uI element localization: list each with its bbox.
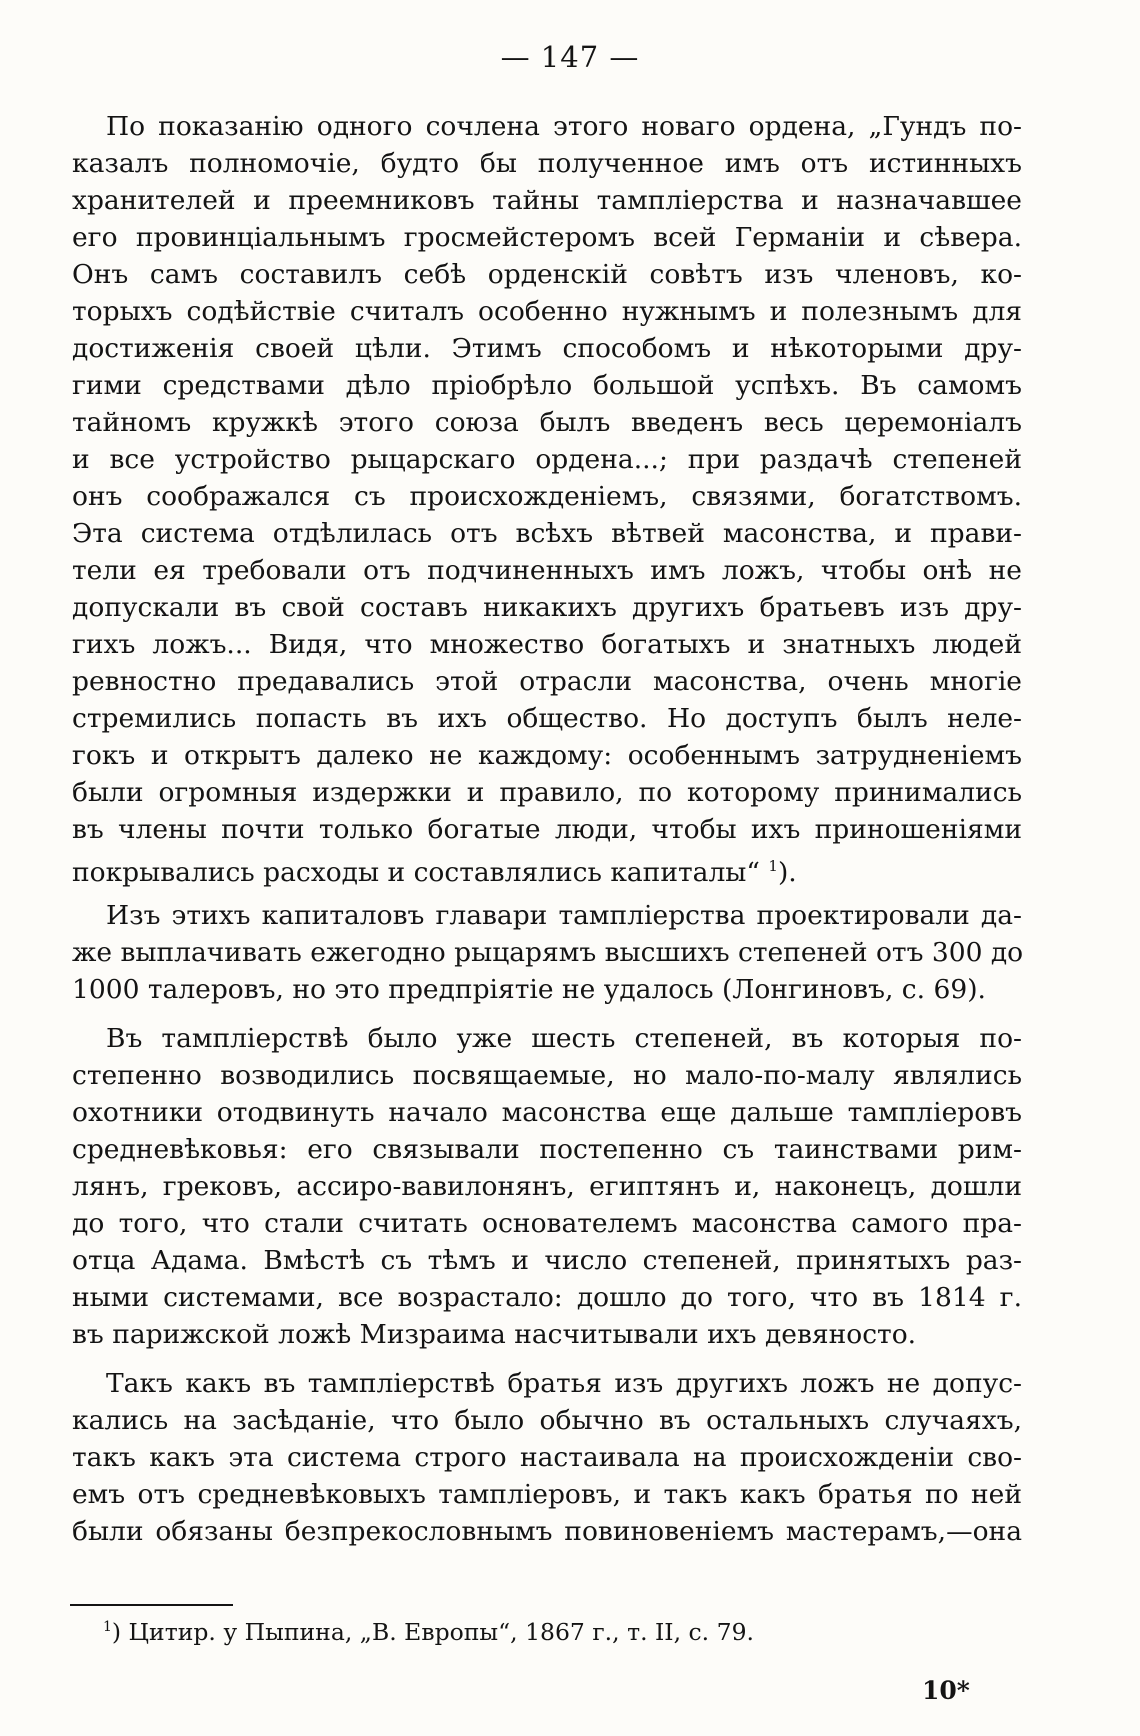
text-line: казалъ полномочіе, будто бы полученное имъ отъ истинныхъ bbox=[72, 148, 1022, 179]
text-line: кались на засѣданіе, что было обычно въ остальныхъ случаяхъ, bbox=[72, 1405, 1022, 1436]
text-line: ревностно предавались этой отрасли масонства, очень многіе bbox=[72, 666, 1022, 697]
text-line: средневѣковья: его связывали постепенно съ таинствами рим- bbox=[72, 1134, 1022, 1165]
text-line: степенно возводились посвящаемые, но мало-по-малу являлись bbox=[72, 1060, 1022, 1091]
text-line: въ парижской ложѣ Мизраима насчитывали ихъ девяносто. bbox=[72, 1319, 917, 1350]
text-line: 1000 талеровъ, но это предпріятіе не удалось (Лонгиновъ, с. 69). bbox=[72, 974, 986, 1005]
text-line: стремились попасть въ ихъ общество. Но доступъ былъ нелe- bbox=[72, 703, 1022, 734]
text-line: отца Адама. Вмѣстѣ съ тѣмъ и число степеней, принятыхъ раз- bbox=[72, 1245, 1022, 1276]
text-line: Такъ какъ въ тампліерствѣ братья изъ другихъ ложъ не допус- bbox=[106, 1368, 1022, 1399]
text-line: По показанію одного сочлена этого новаго ордена, „Гундъ по- bbox=[106, 111, 1022, 142]
footnote-reference[interactable]: 1 bbox=[768, 857, 778, 875]
text-line: его провинціальнымъ гросмейстеромъ всей Германіи и сѣвера. bbox=[72, 222, 1022, 253]
text-line: были обязаны безпрекословнымъ повиновеніемъ мастерамъ,—она bbox=[72, 1516, 1022, 1547]
text-line: Эта система отдѣлилась отъ всѣхъ вѣтвей масонства, и прави- bbox=[72, 518, 1022, 549]
text-line: до того, что стали считать основателемъ масонства самого пра- bbox=[72, 1208, 1022, 1239]
text-line bbox=[72, 848, 1022, 888]
text-line: онъ соображался съ происхожденіемъ, связями, богатствомъ. bbox=[72, 481, 1022, 512]
text-line: Онъ самъ составилъ себѣ орденскій совѣтъ изъ членовъ, ко- bbox=[72, 259, 1022, 290]
text-line-segment: покрывались расходы и составлялись капиталы“ bbox=[72, 856, 760, 888]
footnote bbox=[103, 1618, 754, 1646]
text-line: торыхъ содѣйствіе считалъ особенно нужнымъ и полезнымъ для bbox=[72, 296, 1022, 327]
text-line: ными системами, все возрастало: дошло до того, что въ 1814 г. bbox=[72, 1282, 1022, 1313]
text-line: Изъ этихъ капиталовъ главари тампліерства проектировали да- bbox=[106, 900, 1022, 931]
body-text bbox=[72, 108, 1022, 1550]
footnote-text: ) Цитир. у Пыпина, „В. Европы“, 1867 г., т. II, с. 79. bbox=[111, 1618, 754, 1646]
text-line: тели ея требовали отъ подчиненныхъ имъ ложъ, чтобы онѣ не bbox=[72, 555, 1022, 586]
text-line: емъ отъ средневѣковыхъ тампліеровъ, и такъ какъ братья по ней bbox=[72, 1479, 1022, 1510]
text-line: достиженія своей цѣли. Этимъ способомъ и нѣкоторыми дру- bbox=[72, 333, 1022, 364]
text-line: были огромныя издержки и правило, по которому принимались bbox=[72, 777, 1022, 808]
text-line-segment: ). bbox=[777, 856, 797, 888]
text-line: гокъ и открытъ далеко не каждому: особеннымъ затрудненіемъ bbox=[72, 740, 1022, 771]
text-line: такъ какъ эта система строго настаивала на происхожденіи сво- bbox=[72, 1442, 1022, 1473]
text-line: лянъ, грековъ, ассиро-вавилонянъ, египтянъ и, наконецъ, дошли bbox=[72, 1171, 1022, 1202]
text-line: же выплачивать ежегодно рыцарямъ высшихъ степеней отъ 300 до bbox=[72, 937, 1024, 968]
page-number: — 147 — bbox=[500, 40, 640, 74]
text-line: тайномъ кружкѣ этого союза былъ введенъ весь церемоніалъ bbox=[72, 407, 1022, 438]
signature-mark: 10* bbox=[922, 1676, 970, 1705]
text-line: гихъ ложъ... Видя, что множество богатыхъ и знатныхъ людей bbox=[72, 629, 1022, 660]
footnote-mark: 1 bbox=[103, 1619, 112, 1636]
footnote-divider bbox=[70, 1604, 233, 1606]
text-line: хранителей и преемниковъ тайны тампліерства и назначавшее bbox=[72, 185, 1022, 216]
text-line: въ члены почти только богатые люди, чтобы ихъ приношеніями bbox=[72, 814, 1022, 845]
text-line: охотники отодвинуть начало масонства еще дальше тампліеровъ bbox=[72, 1097, 1022, 1128]
text-line: гими средствами дѣло пріобрѣло большой успѣхъ. Въ самомъ bbox=[72, 370, 1022, 401]
text-line: и все устройство рыцарскаго ордена...; при раздачѣ степеней bbox=[72, 444, 1022, 475]
text-line: Въ тампліерствѣ было уже шесть степеней, въ которыя по- bbox=[106, 1023, 1022, 1054]
text-line: допускали въ свой составъ никакихъ другихъ братьевъ изъ дру- bbox=[72, 592, 1022, 623]
